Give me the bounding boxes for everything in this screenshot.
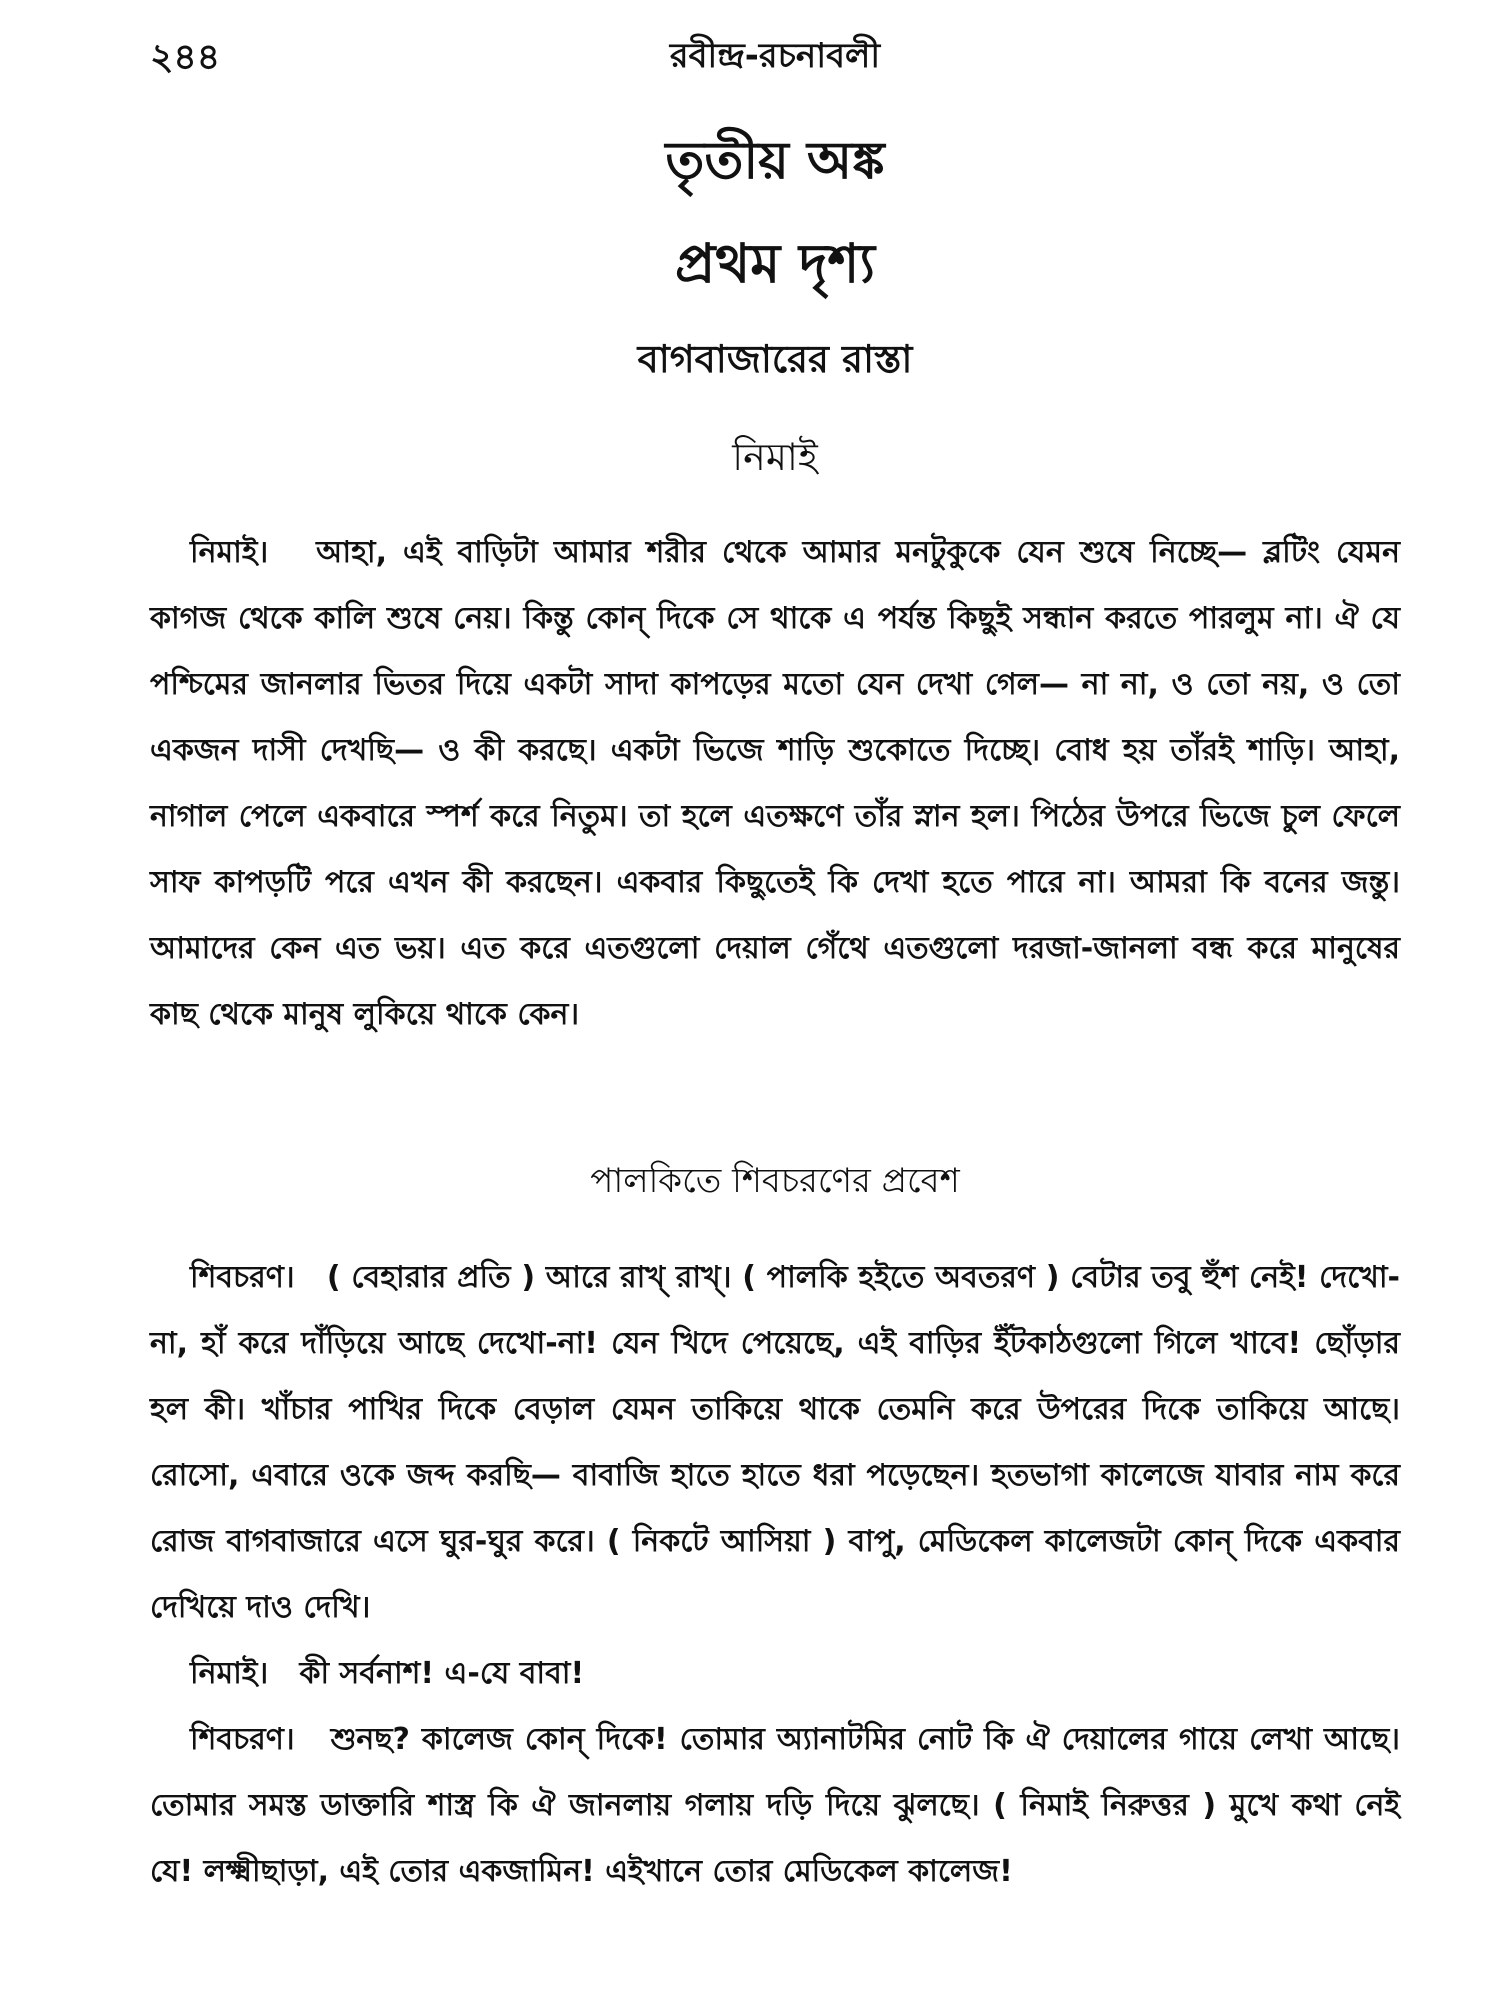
- character-list: নিমাই: [732, 435, 818, 479]
- page-number: ২৪৪: [150, 37, 221, 78]
- dialogue-paragraph: [150, 1641, 1400, 1707]
- speaker-name: শিবচরণ।: [190, 1722, 295, 1757]
- act-title: তৃতীয় অঙ্ক: [665, 131, 885, 191]
- running-head: রবীন্দ্র-রচনাবলী: [669, 36, 881, 76]
- scene-title: প্রথম দৃশ্য: [674, 232, 876, 295]
- dialogue-paragraph: [150, 520, 1400, 1048]
- dialogue-text: ( বেহারার প্রতি ) আরে রাখ্‌ রাখ্‌। ( পালকি হইতে অবতরণ ) বেটার তবু হুঁশ নেই! দেখো-না, হাঁ করে দাঁড়িয়ে আছে দেখো-না! যেন খিদে পেয়েছে, এই বাড়ির ইঁটকাঠগুলো গিলে খাবে! ছোঁড়ার হল কী। খাঁচার পাখির দিকে বেড়াল যেমন তাকিয়ে থাকে তেমনি করে উপরের দিকে তাকিয়ে আছে। রোসো, এবারে ওকে জব্দ করছি— বাবাজি হাতে হাতে ধরা পড়েছেন। হতভাগা কালেজে যাবার নাম করে রোজ বাগবাজারে এসে ঘুর-ঘুর করে। ( নিকটে আসিয়া ) বাপু, মেডিকেল কালেজটা কোন্‌ দিকে একবার দেখিয়ে দাও দেখি।: [150, 1260, 1400, 1625]
- dialogue-text: শুনছ? কালেজ কোন্‌ দিকে! তোমার অ্যানাটমির নোট কি ঐ দেয়ালের গায়ে লেখা আছে। তোমার সমস্ত ডাক্তারি শাস্ত্র কি ঐ জানলায় গলায় দড়ি দিয়ে ঝুলছে। ( নিমাই নিরুত্তর ) মুখে কথা নেই যে! লক্ষ্মীছাড়া, এই তোর একজামিন! এইখানে তোর মেডিকেল কালেজ!: [150, 1722, 1400, 1889]
- dialogue-paragraph: [150, 1707, 1400, 1905]
- dialogue-paragraph: [150, 1245, 1400, 1641]
- page-header: [150, 30, 1400, 90]
- speaker-name: শিবচরণ।: [190, 1260, 295, 1295]
- dialogue-text: কী সর্বনাশ! এ-যে বাবা!: [299, 1656, 585, 1691]
- speaker-name: নিমাই।: [190, 535, 269, 570]
- scene-location: বাগবাজারের রাস্তা: [637, 337, 913, 381]
- stage-direction: পালকিতে শিবচরণের প্রবেশ: [590, 1161, 960, 1201]
- speaker-name: নিমাই।: [190, 1656, 269, 1691]
- dialogue-block-2: [150, 1245, 1400, 1905]
- dialogue-text: আহা, এই বাড়িটা আমার শরীর থেকে আমার মনটুকুকে যেন শুষে নিচ্ছে— ব্লটিং যেমন কাগজ থেকে কালি শুষে নেয়। কিন্তু কোন্‌ দিকে সে থাকে এ পর্যন্ত কিছুই সন্ধান করতে পারলুম না। ঐ যে পশ্চিমের জানলার ভিতর দিয়ে একটা সাদা কাপড়ের মতো যেন দেখা গেল— না না, ও তো নয়, ও তো একজন দাসী দেখছি— ও কী করছে। একটা ভিজে শাড়ি শুকোতে দিচ্ছে। বোধ হয় তাঁরই শাড়ি। আহা, নাগাল পেলে একবারে স্পর্শ করে নিতুম। তা হলে এতক্ষণে তাঁর স্নান হল। পিঠের উপরে ভিজে চুল ফেলে সাফ কাপড়টি পরে এখন কী করছেন। একবার কিছুতেই কি দেখা হতে পারে না। আমরা কি বনের জন্তু। আমাদের কেন এত ভয়। এত করে এতগুলো দেয়াল গেঁথে এতগুলো দরজা-জানলা বন্ধ করে মানুষের কাছ থেকে মানুষ লুকিয়ে থাকে কেন।: [150, 535, 1400, 1032]
- dialogue-block-1: [150, 520, 1400, 1048]
